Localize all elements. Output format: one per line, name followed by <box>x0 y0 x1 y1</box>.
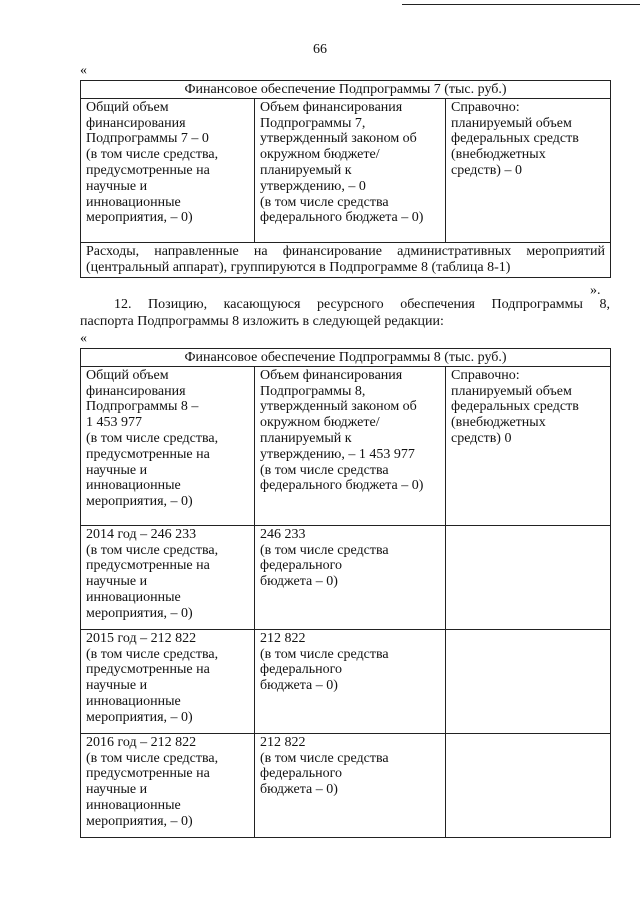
open-quote-2: « <box>80 331 87 346</box>
table-row <box>81 629 611 733</box>
table8-year-2015-budget-cell <box>255 629 446 733</box>
table8-year-2014-budget-cell <box>255 525 446 629</box>
table8-reference-text: Справочно: планируемый объем федеральных средств (внебюджетных средств) 0 <box>451 367 579 446</box>
table8-budget-cell <box>255 366 446 525</box>
table8-title: Финансовое обеспечение Подпрограммы 8 (тыс. руб.) <box>81 349 611 367</box>
instruction-line-1: 12. Позицию, касающуюся ресурсного обеспечения Подпрограммы 8, <box>114 297 610 312</box>
table7-reference-cell <box>446 98 611 242</box>
table7-budget-cell <box>255 98 446 242</box>
table8-year-2014-reference-cell <box>446 525 611 629</box>
table8-year-2014-text: 2014 год – 246 233 (в том числе средства, предусмотренные на научные и инновационные мероприятия, – 0) <box>86 526 219 621</box>
close-quote: ». <box>590 283 601 298</box>
table8-budget-text: Объем финансирования Подпрограммы 8, утвержденный законом об окружном бюджете/ планируемый к утверждению, – 1 453 977 (в том числе средства федерального бюджета – 0) <box>260 367 424 494</box>
subprogram-8-finance-table <box>80 348 611 838</box>
table-row <box>81 525 611 629</box>
table8-year-2015-budget-text: 212 822 (в том числе средства федерального бюджета – 0) <box>260 630 389 694</box>
table8-year-2015-reference-cell <box>446 629 611 733</box>
table7-total-text: Общий объем финансирования Подпрограммы 7 – 0 (в том числе средства, предусмотренные на научные и инновационные мероприятия, – 0) <box>86 99 219 226</box>
table8-year-2015-text: 2015 год – 212 822 (в том числе средства, предусмотренные на научные и инновационные мероприятия, – 0) <box>86 630 219 725</box>
table8-year-2016-reference-cell <box>446 733 611 837</box>
table8-total-text: Общий объем финансирования Подпрограммы 8 – 1 453 977 (в том числе средства, предусмотренные на научные и инновационные мероприятия, – 0) <box>86 367 219 510</box>
open-quote-1: « <box>80 63 87 78</box>
table8-year-2015-cell <box>81 629 255 733</box>
table-row <box>81 366 611 525</box>
table8-year-2014-cell <box>81 525 255 629</box>
table8-year-2016-budget-cell <box>255 733 446 837</box>
table7-budget-text: Объем финансирования Подпрограммы 7, утвержденный законом об окружном бюджете/ планируемый к утверждению, – 0 (в том числе средства федерального бюджета – 0) <box>260 99 424 226</box>
table8-year-2014-budget-text: 246 233 (в том числе средства федерального бюджета – 0) <box>260 526 389 590</box>
table8-year-2016-budget-text: 212 822 (в том числе средства федерального бюджета – 0) <box>260 734 389 798</box>
instruction-line-2: паспорта Подпрограммы 8 изложить в следующей редакции: <box>80 313 444 329</box>
subprogram-7-finance-table <box>80 80 611 278</box>
table-row <box>81 733 611 837</box>
top-rule <box>402 4 640 5</box>
table8-reference-cell <box>446 366 611 525</box>
table8-total-cell <box>81 366 255 525</box>
table7-total-cell <box>81 98 255 242</box>
table7-note: Расходы, направленные на финансирование административных мероприятий (центральный аппарат), группируются в Подпрограмме 8 (таблица 8-1) <box>81 242 611 278</box>
page-number: 66 <box>313 42 327 57</box>
instruction-paragraph <box>80 297 610 330</box>
table8-year-2016-text: 2016 год – 212 822 (в том числе средства, предусмотренные на научные и инновационные мероприятия, – 0) <box>86 734 219 829</box>
table8-year-2016-cell <box>81 733 255 837</box>
table7-title: Финансовое обеспечение Подпрограммы 7 (тыс. руб.) <box>81 81 611 99</box>
table7-reference-text: Справочно: планируемый объем федеральных средств (внебюджетных средств) – 0 <box>451 99 579 178</box>
